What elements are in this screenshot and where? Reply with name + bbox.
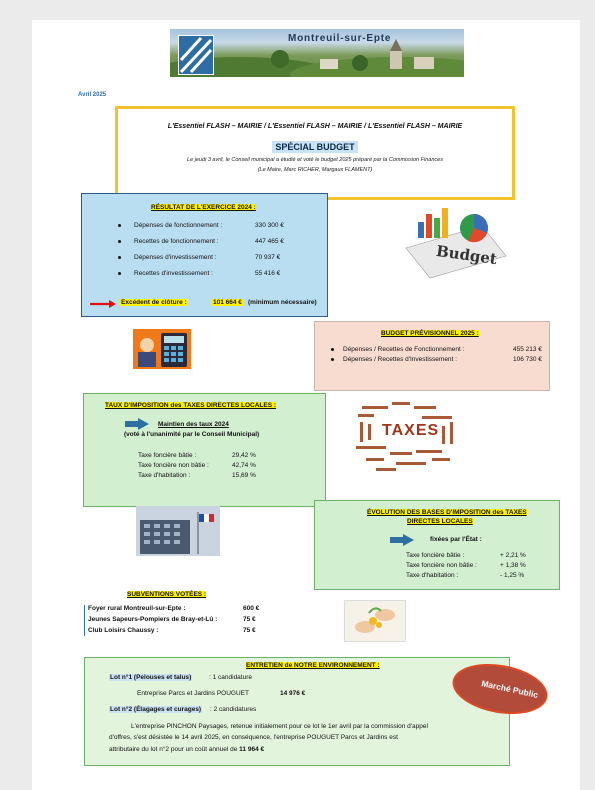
evolution-bases-box (314, 500, 560, 590)
town-crest-icon (178, 35, 214, 75)
entretien-title: ENTRETIEN de NOTRE ENVIRONNEMENT : (246, 662, 380, 669)
exercice-bullet (118, 224, 121, 227)
budget-prev-label: Dépenses / Recettes de Fonctionnement : (343, 346, 465, 353)
cloture-value: 101 664 € (213, 299, 242, 306)
issue-date: Avril 2025 (78, 92, 107, 98)
cloture-label: Excédent de clôture : (121, 299, 187, 306)
lot2-para-line3: attributaire du lot n°2 pour un coût annuel de (109, 746, 238, 753)
budget-prev-label: Dépenses / Recettes d'Investissement : (343, 356, 457, 363)
budget-illustration-word: Budget (435, 241, 499, 269)
crest-stripes (179, 36, 213, 74)
flash-authors-line: (Le Maire, Marc RICHER, Margaux FLAMENT) (257, 167, 373, 173)
budget-prev-value: 106 730 € (513, 356, 542, 363)
exercice-bullet (118, 240, 121, 243)
budget-chart-icon (388, 200, 508, 280)
taux-label: Taxe foncière non bâtie : (138, 462, 209, 469)
evolution-label: Taxe foncière bâtie : (406, 552, 465, 559)
lot2-para-line2: d'offres, s'est désistée le 14 avril 2025, en conséquence, l'entreprise POUGUET Parcs et Jardins est (109, 734, 398, 741)
special-budget-heading: SPÉCIAL BUDGET (272, 141, 357, 153)
taux-vote: (voté à l'unanimité par le Conseil Municipal) (124, 431, 260, 438)
blue-arrow-icon (125, 418, 149, 430)
exercice-value: 447 465 € (255, 238, 284, 245)
lot2-para-line1: L'entreprise PINCHON Paysages, retenue initialement pour ce lot le 1er avril par la commission d'appel (131, 723, 428, 730)
taxes-cloud-word: TAXES (382, 422, 440, 439)
taux-title: TAUX D'IMPOSITION des TAXES DIRECTES LOCALES : (105, 402, 277, 409)
lot1-label: Lot n°1 (Pelouses et talus) (110, 674, 192, 681)
lot2-para-amount: 11 964 € (239, 746, 265, 753)
budget-illustration (388, 200, 508, 280)
lot1-candidatures: : 1 candidature (209, 674, 253, 681)
taxes-word-cloud (352, 396, 460, 478)
blue-arrow-icon (390, 534, 414, 546)
budget-prev-bullet (331, 358, 334, 361)
evolution-label: Taxe foncière non bâtie : (406, 562, 477, 569)
evolution-value: + 1,38 % (500, 562, 526, 569)
subvention-value: 75 € (243, 616, 256, 623)
coins-icon (345, 601, 405, 641)
flash-intro-line: Le jeudi 3 avril, le Conseil municipal a étudié et voté le budget 2025 préparé par la Commission Finances (187, 157, 443, 163)
flash-header-box (115, 106, 515, 200)
marche-public-label: Marché Public (480, 678, 540, 700)
entretien-box (84, 657, 510, 766)
government-building-photo (136, 506, 220, 556)
taux-value: 42,74 % (232, 462, 256, 469)
exercice-label: Recettes de fonctionnement : (134, 238, 219, 245)
cloture-note: (minimum nécessaire) (248, 299, 317, 306)
subvention-value: 75 € (243, 627, 256, 634)
budget-prev-bullet (331, 348, 334, 351)
newsletter-page (32, 20, 580, 790)
evolution-title-line2: DIRECTES LOCALES (407, 518, 473, 525)
flash-title: L'Essentiel FLASH – MAIRIE / L'Essentiel FLASH – MAIRIE / L'Essentiel FLASH – MAIRIE (167, 123, 463, 130)
lot1-company: Entreprise Parcs et Jardins POUGUET (137, 690, 249, 697)
village-banner-image (170, 29, 464, 77)
exercice-value: 55 416 € (255, 270, 281, 277)
taux-imposition-box (83, 393, 326, 507)
red-arrow-icon (90, 300, 116, 308)
exercice-label: Recettes d'investissement : (134, 270, 213, 277)
lot1-amount: 14 976 € (280, 690, 306, 697)
subventions-divider (84, 605, 85, 636)
budget-previsionnel-box (314, 321, 550, 391)
subvention-value: 600 € (243, 605, 260, 612)
banner-title: Montreuil-sur-Epte (288, 33, 392, 44)
exercice-value: 70 937 € (255, 254, 281, 261)
lot2-candidatures: : 2 candidatures (210, 706, 257, 713)
calculator-illustration (131, 327, 193, 371)
budget-prev-title: BUDGET PRÉVISIONNEL 2025 : (381, 330, 479, 337)
exercice-label: Dépenses de fonctionnement : (134, 222, 223, 229)
evolution-label: Taxe d'habitation : (406, 572, 459, 579)
evolution-title-line1: ÉVOLUTION DES BASES D'IMPOSITION des TAXES (367, 509, 527, 516)
taux-value: 15,69 % (232, 472, 256, 479)
coins-hands-illustration (344, 600, 406, 642)
taux-maintien: Maintien des taux 2024 (158, 421, 229, 428)
exercice-label: Dépenses d'investissement : (134, 254, 217, 261)
subvention-label: Jeunes Sapeurs-Pompiers de Bray-et-Lû : (88, 616, 218, 623)
subventions-title: SUBVENTIONS VOTÉES : (127, 591, 207, 598)
evolution-value: - 1,25 % (500, 572, 525, 579)
building-flag-icon (136, 506, 220, 556)
calculator-icon (131, 327, 193, 371)
budget-prev-value: 455 213 € (513, 346, 542, 353)
subvention-label: Foyer rural Montreuil-sur-Epte : (88, 605, 186, 612)
taux-label: Taxe d'habitation : (138, 472, 191, 479)
taux-label: Taxe foncière bâtie : (138, 452, 197, 459)
lot2-label: Lot n°2 (Élagages et curages) (110, 706, 202, 713)
exercice-title: RÉSULTAT DE L'EXERCICE 2024 : (151, 204, 256, 211)
exercice-bullet (118, 256, 121, 259)
exercice-value: 330 300 € (255, 222, 284, 229)
evolution-fixees: fixées par l'État : (430, 536, 482, 543)
exercice-bullet (118, 272, 121, 275)
subvention-label: Club Loisirs Chaussy : (88, 627, 159, 634)
exercice-result-box (81, 193, 328, 317)
evolution-value: + 2,21 % (500, 552, 526, 559)
taux-value: 29,42 % (232, 452, 256, 459)
